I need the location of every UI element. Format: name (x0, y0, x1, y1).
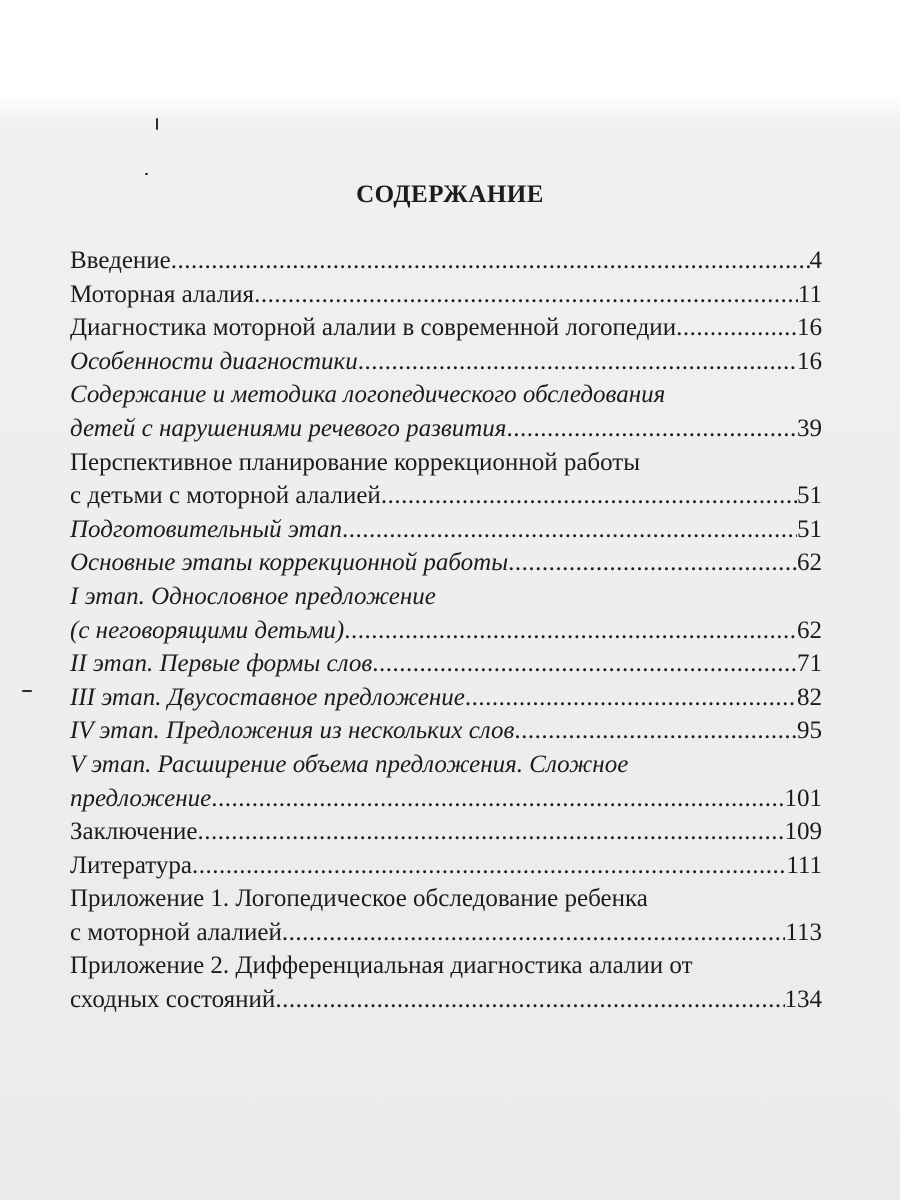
toc-entry-title: детей с нарушениями речевого развития (70, 414, 507, 442)
toc-entry-line: Приложение 1. Логопедическое обследование ребенка (70, 885, 648, 913)
toc-entry (70, 916, 822, 950)
toc-entry-title: предложение (70, 784, 212, 812)
toc-dot-leader (282, 916, 786, 950)
toc-dot-leader (344, 614, 797, 648)
toc-entry (70, 614, 822, 648)
toc-entry-title: Заключение (70, 818, 198, 846)
toc-page-number: 11 (797, 280, 822, 308)
toc-entry (70, 681, 822, 715)
toc-page-number: 51 (797, 482, 822, 510)
scan-speck (145, 173, 148, 175)
toc-entry-line: V этап. Расширение объема предложения. Сложное (70, 750, 629, 778)
toc-entry (70, 983, 822, 1017)
toc-dot-leader (465, 681, 797, 715)
scan-speck (156, 118, 158, 130)
toc-entry (70, 849, 822, 883)
scan-speck (22, 690, 32, 692)
toc-entry-title: IV этап. Предложения из нескольких слов (70, 717, 515, 745)
toc-entry-title: Подготовительный этап (70, 515, 342, 543)
toc-page-number: 16 (797, 347, 822, 375)
toc-dot-leader (514, 714, 797, 748)
toc-entry (70, 479, 822, 513)
toc-entry-title: Литература (70, 851, 192, 879)
toc-entry-title: Основные этапы коррекционной работы (70, 549, 509, 577)
toc-dot-leader (372, 647, 797, 681)
toc-entry-line: Содержание и методика логопедического обследования (70, 381, 666, 409)
toc-page-number: 111 (786, 851, 822, 879)
toc-entry-line: I этап. Однословное предложение (70, 582, 436, 610)
toc-entry (70, 278, 822, 312)
toc-dot-leader (275, 983, 784, 1017)
toc-page-number: 101 (784, 784, 822, 812)
toc-dot-leader (358, 345, 797, 379)
toc-dot-leader (381, 479, 797, 513)
toc-page-number: 71 (797, 650, 822, 678)
toc-entry (70, 782, 822, 816)
toc-entry-title: (с неговорящими детьми) (70, 616, 345, 644)
toc-entry (70, 647, 822, 681)
toc-entry-title: Диагностика моторной алалии в современной логопедии (70, 314, 677, 342)
toc-page-number: 95 (797, 717, 822, 745)
toc-page-number: 16 (797, 314, 822, 342)
toc-entry-title: Моторная алалия (70, 280, 255, 308)
toc-page-number: 134 (784, 986, 822, 1014)
toc-page-number: 113 (785, 918, 822, 946)
toc-dot-leader (508, 546, 797, 580)
toc-entry (70, 311, 822, 345)
toc-dot-leader (506, 412, 797, 446)
toc-entry-title: с детьми с моторной алалией (70, 482, 381, 510)
toc-entry-line: Перспективное планирование коррекционной работы (70, 448, 641, 476)
toc-entry (70, 714, 822, 748)
toc-dot-leader (171, 244, 810, 278)
toc-page-number: 62 (797, 616, 822, 644)
toc-dot-leader (342, 513, 797, 547)
toc-entry (70, 244, 822, 278)
toc-entry (70, 513, 822, 547)
toc-dot-leader (676, 311, 797, 345)
toc-page-number: 51 (797, 515, 822, 543)
toc-page-number: 39 (797, 414, 822, 442)
table-of-contents (70, 244, 822, 1017)
toc-entry-title: Введение (70, 247, 171, 274)
toc-entry (70, 546, 822, 580)
toc-entry-title: с моторной алалией (70, 918, 282, 946)
toc-entry-title: Особенности диагностики (70, 347, 358, 375)
toc-entry (70, 412, 822, 446)
toc-page-number: 109 (784, 818, 822, 846)
toc-entry-title: сходных состояний (70, 986, 276, 1014)
toc-page-number: 62 (797, 549, 822, 577)
toc-entry-line: Приложение 2. Дифференциальная диагностика алалии от (70, 952, 693, 980)
toc-page-number: 4 (809, 247, 822, 274)
toc-dot-leader (211, 782, 784, 816)
toc-entry-title: III этап. Двусоставное предложение (70, 683, 465, 711)
toc-entry-title: II этап. Первые формы слов (70, 650, 373, 678)
page-title: СОДЕРЖАНИЕ (356, 181, 544, 208)
toc-page-number: 82 (797, 683, 822, 711)
toc-dot-leader (192, 849, 786, 883)
toc-entry (70, 815, 822, 849)
toc-entry (70, 345, 822, 379)
toc-dot-leader (254, 278, 798, 312)
toc-dot-leader (198, 815, 785, 849)
